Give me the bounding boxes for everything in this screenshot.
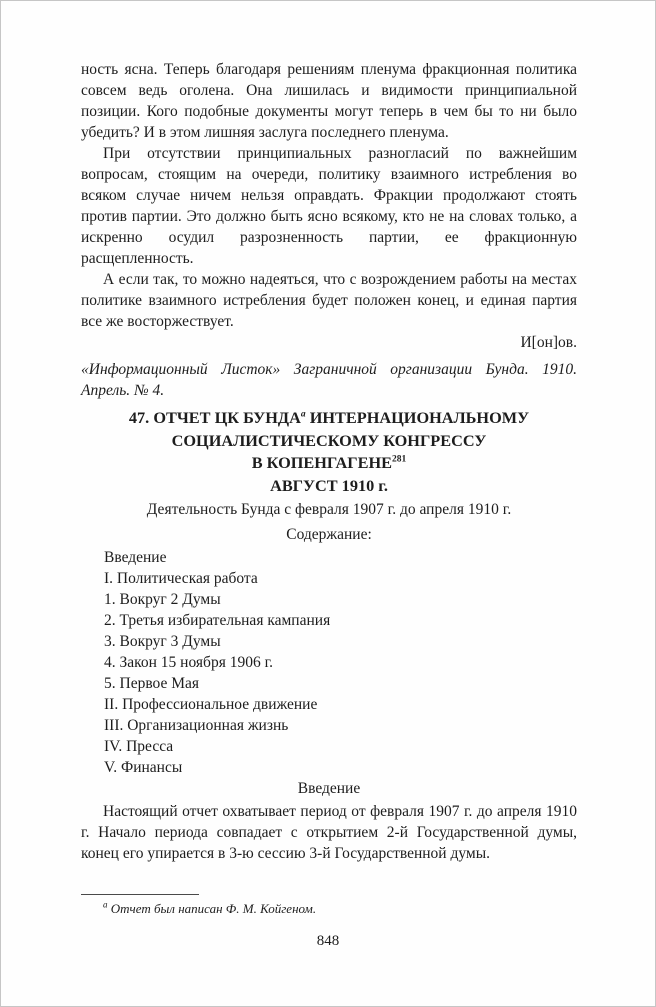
footnote (81, 900, 577, 917)
heading-line-4: АВГУСТ 1910 г. (270, 475, 388, 495)
endnote-marker: 281 (392, 454, 407, 465)
document-subtitle: Деятельность Бунда с февраля 1907 г. до апреля 1910 г. (146, 501, 512, 518)
toc-item: IV. Пресса (104, 738, 174, 755)
heading-line-1 (81, 407, 577, 430)
table-of-contents (81, 547, 577, 778)
toc-item: II. Профессиональное движение (104, 696, 318, 713)
footnote-marker: а (103, 899, 108, 910)
heading-text: В КОПЕНГАГЕНЕ (251, 453, 392, 472)
toc-title: Содержание: (286, 526, 372, 543)
page-number: 848 (316, 933, 340, 949)
footnote-text: Отчет был написан Ф. М. Койгеном. (110, 901, 317, 916)
document-heading (81, 407, 577, 497)
source-citation: «Информационный Листок» Заграничной организации Бунда. 1910. Апрель. № 4. (81, 361, 577, 399)
paragraph: А если так, то можно надеяться, что с возрождением работы на местах политике взаимного истребления будет положен конец, и единая партия все же восторжествует. (81, 271, 577, 330)
toc-item: 3. Вокруг 3 Думы (104, 633, 221, 650)
footnote-marker: а (300, 409, 306, 420)
toc-item: Введение (104, 549, 167, 566)
footnote-rule (81, 894, 199, 895)
toc-item: V. Финансы (104, 759, 183, 776)
heading-text: 47. ОТЧЕТ ЦК БУНДА (128, 408, 301, 427)
heading-line-3 (81, 452, 577, 475)
toc-item: 5. Первое Мая (104, 675, 200, 692)
toc-item: 2. Третья избирательная кампания (104, 612, 331, 629)
footnote-area (81, 894, 577, 917)
paragraph-continuation: ность ясна. Теперь благодаря решениям пленума фракционная политика совсем ведь оголена. Она лишилась и видимости принципиальной позиции. Кого подобные документы могут теперь в чем бы то ни было убедить? И в этом лишняя заслуга последнего пленума. (81, 61, 577, 141)
heading-text: ИНТЕРНАЦИОНАЛЬНОМУ (305, 408, 530, 427)
section-title: Введение (297, 780, 361, 797)
toc-item: III. Организационная жизнь (104, 717, 289, 734)
heading-line-2: СОЦИАЛИСТИЧЕСКОМУ КОНГРЕССУ (171, 430, 487, 450)
toc-item: I. Политическая работа (104, 570, 258, 587)
signature: И[он]ов. (520, 334, 577, 351)
paragraph: При отсутствии принципиальных разногласий по важнейшим вопросам, стоящим на очереди, политику взаимного истребления во всяком случае ничем нельзя оправдать. Фракции продолжают стоять против партии. Это должно быть ясно всякому, кто не на словах только, а искренно осудил разрозненность партии, ее фракционную расщепленность. (81, 145, 577, 267)
toc-item: 1. Вокруг 2 Думы (104, 591, 221, 608)
toc-item: 4. Закон 15 ноября 1906 г. (104, 654, 274, 671)
intro-paragraph: Настоящий отчет охватывает период от февраля 1907 г. до апреля 1910 г. Начало периода совпадает с открытием 2-й Государственной думы, конец его упирается в 3-ю сессию 3-й Государственной думы. (81, 803, 577, 862)
